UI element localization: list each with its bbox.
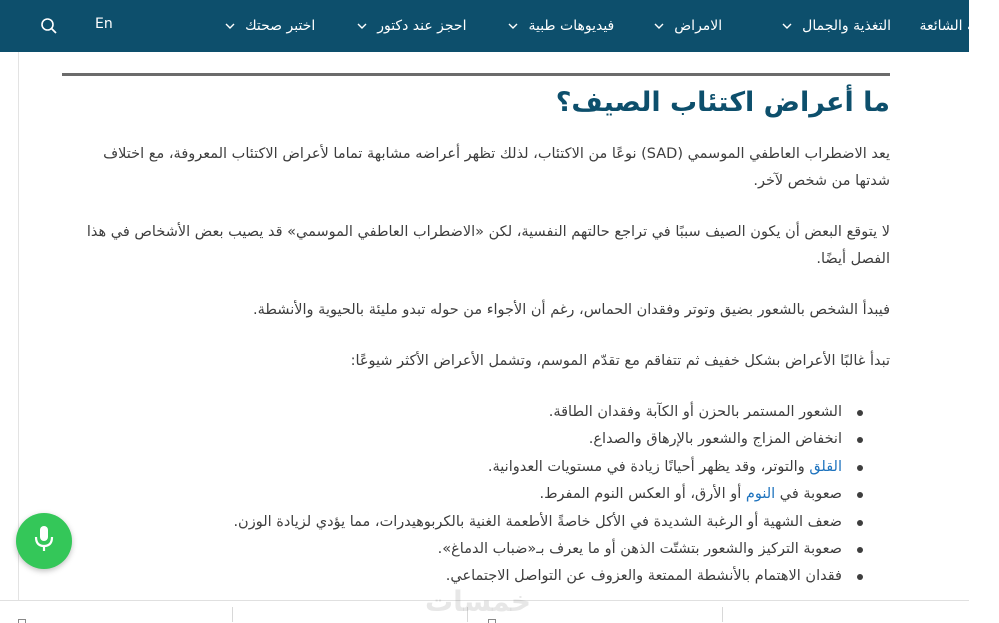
nav-item-label: فيديوهات طبية bbox=[528, 18, 615, 34]
sleep-link[interactable]: النوم bbox=[745, 486, 776, 503]
article-paragraph: لا يتوقع البعض أن يكون الصيف سببًا في تراجع حالتهم النفسية، لكن «الاضطراب العاطفي الموسمي» قد يصيب بعض الأشخاص في هذا الفصل أيضًا. bbox=[86, 224, 890, 267]
search-icon[interactable] bbox=[40, 17, 58, 35]
nav-item-medical-videos[interactable] bbox=[508, 0, 614, 52]
list-item bbox=[62, 509, 890, 536]
microphone-icon bbox=[33, 525, 55, 557]
list-item-text: الشعور المستمر بالحزن أو الكآبة وفقدان الطاقة. bbox=[548, 404, 842, 420]
list-item bbox=[62, 454, 890, 481]
watermark: خمسات bbox=[425, 585, 532, 618]
article-content bbox=[62, 52, 890, 600]
list-item-text: صعوبة التركيز والشعور بتشتّت الذهن أو ما يعرف بـ«ضباب الدماغ». bbox=[437, 541, 842, 558]
nav-item-diseases[interactable] bbox=[654, 0, 722, 52]
article-heading: ما أعراض اكتئاب الصيف؟ bbox=[555, 87, 890, 118]
toolbar-divider bbox=[722, 607, 723, 622]
list-item-text: انخفاض المزاج والشعور بالإرهاق والصداع. bbox=[588, 431, 842, 448]
nav-item-label: أسئلة الشائعة bbox=[919, 18, 999, 34]
chevron-down-icon bbox=[357, 21, 367, 31]
toolbar-divider bbox=[232, 607, 233, 622]
nav-item-health-test[interactable] bbox=[225, 0, 315, 52]
toolbar-item-icon[interactable] bbox=[488, 619, 496, 623]
article-paragraph: فيبدأ الشخص بالشعور بضيق وتوتر وفقدان الحماس، رغم أن الأجواء من حوله تبدو مليئة بالحيوية والأنشطة. bbox=[253, 302, 890, 318]
nav-item-faq[interactable] bbox=[919, 0, 999, 52]
list-item-text: والتوتر، وقد يظهر أحيانًا زيادة في مستويات العدوانية. bbox=[487, 458, 810, 475]
nav-menu bbox=[225, 0, 999, 52]
toolbar-item-icon[interactable] bbox=[18, 619, 26, 623]
list-item bbox=[62, 426, 890, 453]
chevron-down-icon bbox=[225, 21, 235, 31]
list-item bbox=[62, 536, 890, 563]
chevron-down-icon bbox=[508, 21, 518, 31]
section-divider bbox=[62, 73, 890, 76]
list-item-text: صعوبة في bbox=[775, 486, 842, 503]
nav-item-label: اختبر صحتك bbox=[245, 18, 316, 34]
list-item bbox=[62, 481, 890, 508]
nav-item-book-doctor[interactable] bbox=[357, 0, 466, 52]
chevron-down-icon bbox=[782, 21, 792, 31]
article-paragraph: يعد الاضطراب العاطفي الموسمي (SAD) نوعًا من الاكتئاب، لذلك تظهر أعراضه مشابهة تماما لأعراض الاكتئاب المعروفة، مع اختلاف شدتها من شخص لآخر. bbox=[103, 146, 890, 189]
content-left-border bbox=[18, 52, 19, 600]
list-item-text: فقدان الاهتمام بالأنشطة الممتعة والعزوف عن التواصل الاجتماعي. bbox=[445, 568, 842, 585]
chevron-down-icon bbox=[654, 21, 664, 31]
list-item-text: أو الأرق، أو العكس النوم المفرط. bbox=[539, 486, 746, 503]
nav-item-label: التغذية والجمال bbox=[802, 18, 891, 34]
nav-item-nutrition-beauty[interactable] bbox=[782, 0, 891, 52]
list-item bbox=[62, 399, 890, 426]
list-item-text: ضعف الشهية أو الرغبة الشديدة في الأكل خاصةً الأطعمة الغنية بالكربوهيدرات، مما يؤدي لزيادة الوزن. bbox=[233, 513, 842, 530]
voice-search-button[interactable] bbox=[16, 513, 72, 569]
anxiety-link[interactable]: القلق bbox=[809, 458, 842, 475]
symptoms-list bbox=[62, 399, 890, 591]
article-paragraph: تبدأ غالبًا الأعراض بشكل خفيف ثم تتفاقم مع تقدّم الموسم، وتشمل الأعراض الأكثر شيوعًا: bbox=[350, 353, 890, 369]
language-switch-link[interactable]: En bbox=[95, 16, 113, 32]
nav-item-label: احجز عند دكتور bbox=[377, 18, 467, 34]
nav-item-label: الامراض bbox=[674, 18, 723, 34]
top-navigation bbox=[0, 0, 999, 52]
